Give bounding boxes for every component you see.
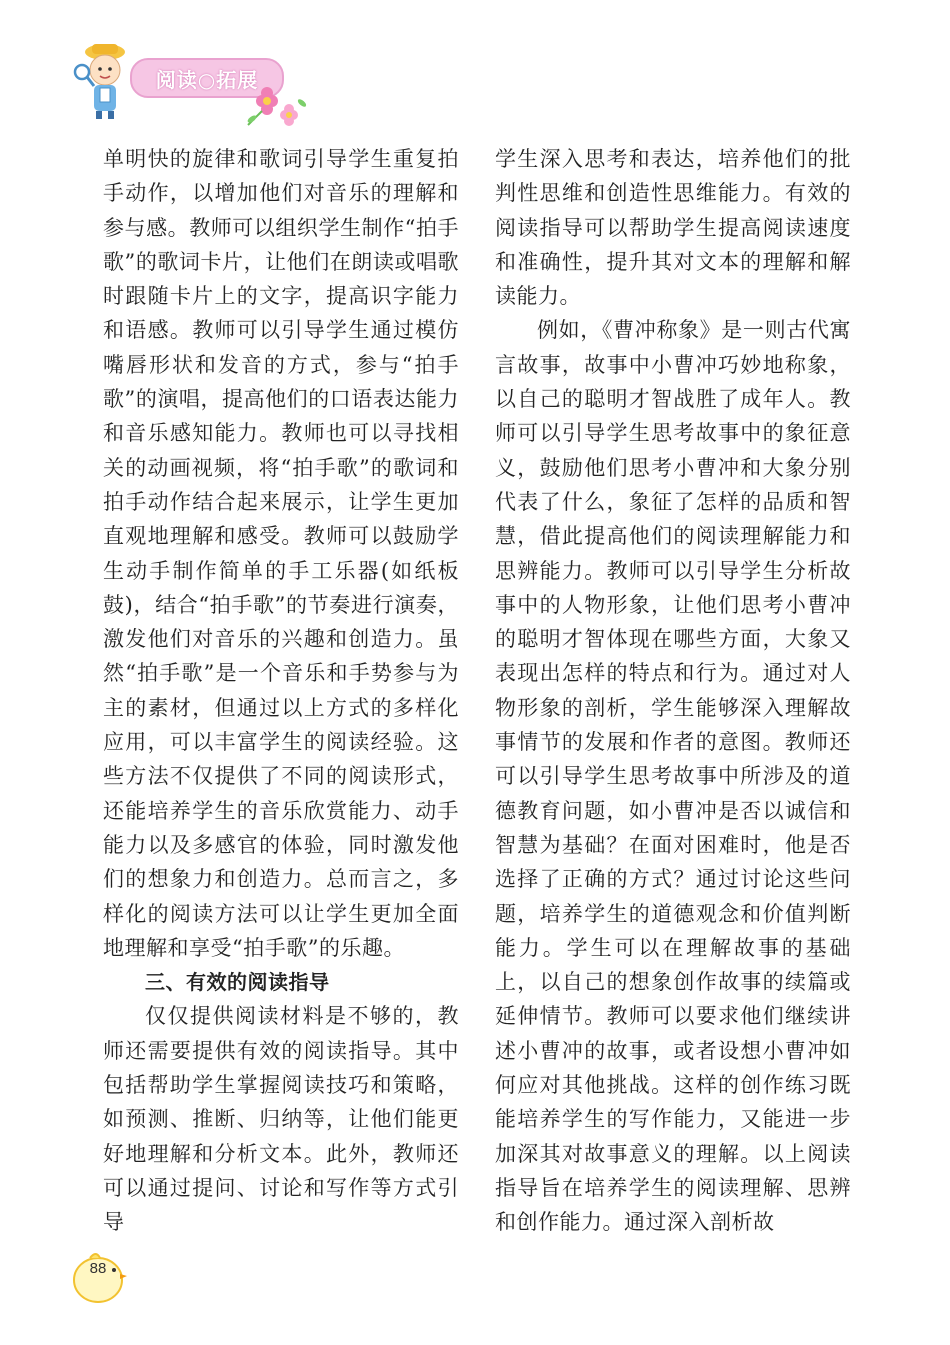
flower-decoration-icon — [240, 85, 310, 130]
right-paragraph-1: 学生深入思考和表达，培养他们的批判性思维和创造性思维能力。有效的阅读指导可以帮助学生提高阅读速度和准确性，提升其对文本的理解和解读能力。 — [495, 147, 851, 309]
right-column — [495, 142, 851, 1240]
section-header — [70, 40, 310, 120]
chick-icon — [70, 1248, 130, 1308]
section-heading: 三、有效的阅读指导 — [145, 970, 330, 995]
left-paragraph-1: 单明快的旋律和歌词引导学生重复拍手动作，以增加他们对音乐的理解和参与感。教师可以组织学生制作“拍手歌”的歌词卡片，让他们在朗读或唱歌时跟随卡片上的文字，提高识字能力和语感。教师可以引导学生通过模仿嘴唇形状和发音的方式，参与“拍手歌”的演唱，提高他们的口语表达能力和音乐感知能力。教师也可以寻找相关的动画视频，将“拍手歌”的歌词和拍手动作结合起来展示，让学生更加直观地理解和感受。教师可以鼓励学生动手制作简单的手工乐器(如纸板鼓)，结合“拍手歌”的节奏进行演奏，激发他们对音乐的兴趣和创造力。虽然“拍手歌”是一个音乐和手势参与为主的素材，但通过以上方式的多样化应用，可以丰富学生的阅读经验。这些方法不仅提供了不同的阅读形式，还能培养学生的音乐欣赏能力、动手能力以及多感官的体验，同时激发他们的想象力和创造力。总而言之，多样化的阅读方法可以让学生更加全面地理解和享受“拍手歌”的乐趣。 — [103, 147, 459, 960]
left-column — [103, 142, 459, 1240]
right-paragraph-2: 例如，《曹冲称象》是一则古代寓言故事，故事中小曹冲巧妙地称象，以自己的聪明才智战胜了成年人。教师可以引导学生思考故事中的象征意义，鼓励他们思考小曹冲和大象分别代表了什么，象征了怎样的品质和智慧，借此提高他们的阅读理解能力和思辨能力。教师可以引导学生分析故事中的人物形象，让他们思考小曹冲的聪明才智体现在哪些方面，大象又表现出怎样的特点和行为。通过对人物形象的剖析，学生能够深入理解故事情节的发展和作者的意图。教师还可以引导学生思考故事中所涉及的道德教育问题，如小曹冲是否以诚信和智慧为基础？在面对困难时，他是否选择了正确的方式？通过讨论这些问题，培养学生的道德观念和价值判断能力。学生可以在理解故事的基础上，以自己的想象创作故事的续篇或延伸情节。教师可以要求他们继续讲述小曹冲的故事，或者设想小曹冲如何应对其他挑战。这样的创作练习既能培养学生的写作能力，又能进一步加深其对故事意义的理解。以上阅读指导旨在培养学生的阅读理解、思辨和创作能力。通过深入剖析故 — [495, 318, 851, 1235]
page-number-badge — [70, 1248, 130, 1308]
page-number: 88 — [89, 1260, 107, 1277]
banner-title: 阅读○拓展 — [155, 67, 259, 92]
left-paragraph-2: 仅仅提供阅读材料是不够的，教师还需要提供有效的阅读指导。其中包括帮助学生掌握阅读技巧和策略，如预测、推断、归纳等，让他们能更好地理解和分析文本。此外，教师还可以通过提问、讨论和写作等方式引导 — [103, 1004, 459, 1235]
